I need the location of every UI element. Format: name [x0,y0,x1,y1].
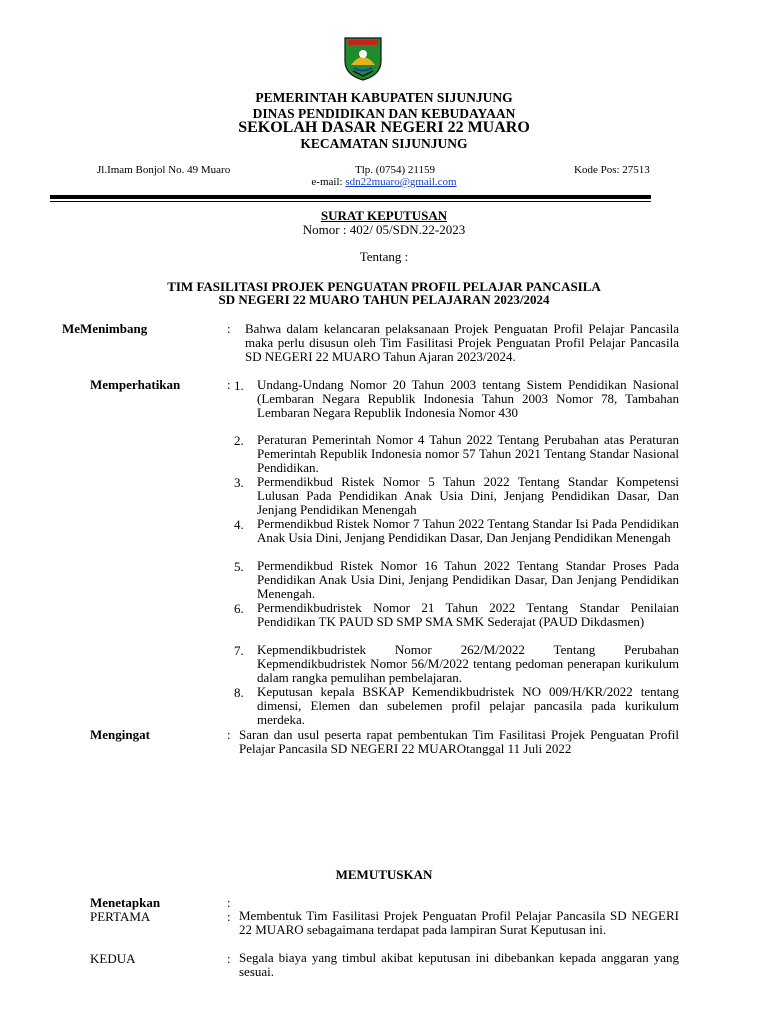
school-phone: Tlp. (0754) 21159 [355,164,435,176]
list-item-number: 6. [234,601,244,616]
kedua-text: Segala biaya yang timbul akibat keputusan ini dibebankan kepada anggaran yang sesuai. [239,950,679,979]
mengingat-colon: : [227,727,231,742]
memutuskan-heading: MEMUTUSKAN [335,867,433,882]
list-item: Peraturan Pemerintah Nomor 4 Tahun 2022 Tentang Perubahan atas Peraturan Pemerintah Republik Indonesia nomor 57 Tahun 2021 Tentang Standar Nasional Pendidikan. [257,432,679,475]
letterhead-government: PEMERINTAH KABUPATEN SIJUNJUNG [255,90,513,105]
list-item-number: 7. [234,643,244,658]
list-item-number: 2. [234,433,244,448]
list-item-number: 4. [234,517,244,532]
letterhead-rule-thick [50,195,651,199]
pertama-text: Membentuk Tim Fasilitasi Projek Penguatan Profil Pelajar Pancasila SD NEGERI 22 MUARO sebagaimana terdapat pada lampiran Surat Keputusan ini. [239,908,679,937]
menetapkan-label: Menetapkan [90,895,161,910]
school-address: Jl.Imam Bonjol No. 49 Muaro [97,164,231,176]
list-item-number: 5. [234,559,244,574]
list-item-number: 3. [234,475,244,490]
list-item: Permendikbud Ristek Nomor 7 Tahun 2022 Tentang Standar Isi Pada Pendidikan Anak Usia Dini, Jenjang Pendidikan Dasar, Dan Jenjang Pendidikan Menengah [257,516,679,545]
list-item: Permendikbudristek Nomor 21 Tahun 2022 Tentang Standar Penilaian Pendidikan TK PAUD SD SMP SMA SMK Sederajat (PAUD Dikdasmen) [257,600,679,629]
menimbang-text: Bahwa dalam kelancaran pelaksanaan Projek Penguatan Profil Pelajar Pancasila maka perlu disusun oleh Tim Fasilitasi Projek Penguatan Profil Pelajar Pancasila SD NEGERI 22 MUARO Tahun Ajaran 2023/2024. [245,321,679,364]
decree-about-label: Tentang : [359,249,409,264]
kedua-colon: : [227,951,231,966]
list-item-number: 1. [234,378,244,393]
list-item: Kepmendikbudristek Nomor 262/M/2022 Tentang Perubahan Kepmendikbudristek Nomor 56/M/2022 tentang pedoman penerapan kurikulum dalam rangka pemulihan pembelajaran. [257,642,679,685]
letterhead-rule-thin [50,201,651,202]
list-item: Keputusan kepala BSKAP Kemendikbudristek NO 009/H/KR/2022 tentang dimensi, Elemen dan subelemen profil pelajar pancasila pada kurikulum merdeka. [257,684,679,727]
email-label: e-mail: [311,176,343,188]
menimbang-colon: : [227,321,231,336]
mengingat-label: Mengingat [90,727,150,742]
list-item: Undang-Undang Nomor 20 Tahun 2003 tentang Sistem Pendidikan Nasional (Lembaran Negara Republik Indonesia Tahun 2003 Nomor 78, Tambahan Lembaran Negara Republik Indonesia Nomor 430 [257,377,679,420]
letterhead-department: DINAS PENDIDIKAN DAN KEBUDAYAAN [252,106,516,121]
decree-subject-line1: TIM FASILITASI PROJEK PENGUATAN PROFIL PELAJAR PANCASILA [167,279,601,294]
pertama-colon: : [227,909,231,924]
menetapkan-colon: : [227,895,231,910]
kedua-label: KEDUA [90,951,136,966]
regency-crest-icon [343,35,383,81]
pertama-label: PERTAMA [90,909,151,924]
list-item: Permendikbud Ristek Nomor 16 Tahun 2022 Tentang Standar Proses Pada Pendidikan Anak Usia Dini, Jenjang Pendidikan Dasar, Dan Jenjang Pendidikan Menengah. [257,558,679,601]
decree-number: Nomor : 402/ 05/SDN.22-2023 [302,222,466,237]
decree-title-text: SURAT KEPUTUSAN [320,208,448,223]
letterhead-school-name: SEKOLAH DASAR NEGERI 22 MUARO [238,119,530,136]
list-item-number: 8. [234,685,244,700]
mengingat-text: Saran dan usul peserta rapat pembentukan Tim Fasilitasi Projek Penguatan Profil Pelajar Pancasila SD NEGERI 22 MUAROtanggal 11 Juli 2022 [239,727,679,756]
email-link[interactable]: sdn22muaro@gmail.com [345,176,457,188]
letterhead-district: KECAMATAN SIJUNJUNG [300,136,468,151]
decree-subject-line2: SD NEGERI 22 MUARO TAHUN PELAJARAN 2023/2024 [218,292,550,307]
list-item: Permendikbud Ristek Nomor 5 Tahun 2022 Tentang Standar Kompetensi Lulusan Pada Pendidikan Anak Usia Dini, Jenjang Pendidikan Dasar, Dan Jenjang Pendidikan Menengah [257,474,679,517]
school-postcode: Kode Pos: 27513 [574,164,650,176]
menimbang-label: MeMenimbang [62,321,148,336]
memperhatikan-colon: : [227,377,231,392]
memperhatikan-label: Memperhatikan [90,377,181,392]
email-line [0,176,768,188]
